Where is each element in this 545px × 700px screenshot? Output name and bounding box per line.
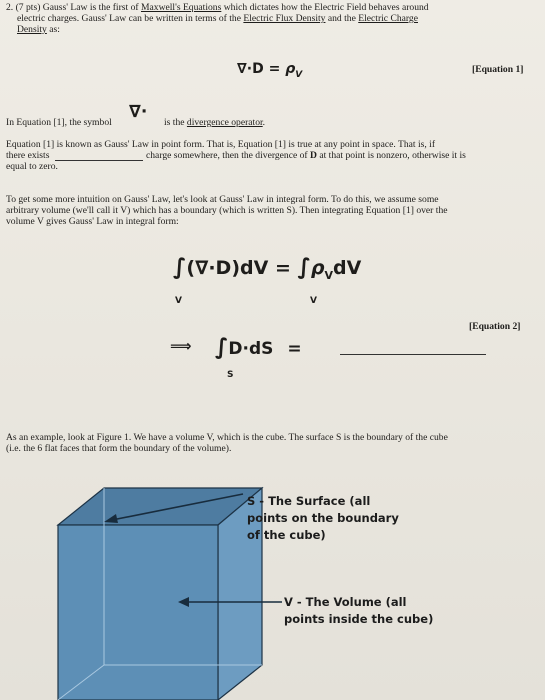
integral-intro-line2: arbitrary volume (we'll call it V) which has a boundary (which is written S). Then integrating Equation [1] over the [6,205,448,216]
equation-2-tag: [Equation 2] [469,321,521,332]
eq2-integral-right: ∫ [297,255,311,280]
point-form-text: at that point is nonzero, otherwise it is [316,150,466,161]
eq1-lhs: ∇·D [237,61,264,77]
equation-2 [173,255,361,282]
point-form-line2 [146,150,541,161]
example-line2: (i.e. the 6 flat faces that form the boundary of the volume). [6,443,232,454]
example-line1: As an example, look at Figure 1. We have a volume V, which is the cube. The surface S is the boundary of the cube [6,432,448,443]
integral-intro-line3: volume V gives Gauss' Law in integral form: [6,216,179,227]
surface-label-line2: points on the boundary [247,511,399,525]
eq2-rhs-sub: V [310,296,317,306]
flux-density-link[interactable]: Electric Flux Density [243,13,326,24]
symbol-line-mid: is the [164,117,187,128]
symbol-line-end: . [262,117,266,128]
volume-label-line2: points inside the cube) [284,612,434,626]
symbol-line-text: In Equation [1], the symbol [6,117,112,128]
divergence-operator-link[interactable]: divergence operator [186,117,263,128]
problem-intro [6,2,536,13]
maxwell-link[interactable]: Maxwell's Equations [140,2,222,13]
point-form-line1: Equation [1] is known as Gauss' Law in point form. That is, Equation [1] is true at any point in space. That is, if [6,139,436,150]
intro-text: electric charges. Gauss' Law can be written in terms of the [17,13,244,24]
intro-text: as: [46,24,60,35]
problem-points: (7 pts) [15,2,41,13]
bold-d: D [310,150,317,161]
surface-label-line3: of the cube) [247,528,326,542]
problem-number: 2. [6,2,14,13]
eq2-dv: dV [333,257,362,279]
point-form-line3: equal to zero. [6,161,58,172]
eq2-rho-sub: V [324,268,334,282]
eq3-equals: = [287,339,302,359]
nabla-dot-symbol: ∇· [129,102,148,122]
eq1-rhs-sub: V [295,69,303,80]
implies-arrow: ⟹ [170,337,192,355]
symbol-line-rest [164,117,265,128]
point-form-line2-pre: there exists [6,150,50,161]
eq2-integral-left: ∫ [173,255,187,280]
eq1-rhs: ρ [285,61,296,77]
integral-intro-line1: To get some more intuition on Gauss' Law, let's look at Gauss' Law in integral form. To do this, we assume some [6,194,439,205]
eq2-rho: ρ [310,257,325,279]
blank-answer-line-1[interactable] [55,160,143,161]
intro-text: which dictates how the Electric Field behaves around [221,2,429,13]
eq2-lhs: (∇·D)dV [186,257,269,279]
intro-text: and the [325,13,359,24]
eq2-lhs-sub: V [175,296,182,306]
problem-intro-line3 [17,24,60,35]
problem-intro-line2 [17,13,537,24]
intro-text: Gauss' Law is the first of [42,2,141,13]
cube-front-face [58,525,218,700]
charge-density-link[interactable]: Electric Charge [358,13,418,24]
surface-label-line1: S - The Surface (all [247,494,371,508]
equation-3 [215,335,302,360]
eq1-equals: = [268,61,281,77]
equation-1-tag: [Equation 1] [472,64,524,75]
eq3-integral: ∫ [215,335,229,360]
point-form-text: charge somewhere, then the divergence of [146,150,311,161]
charge-density-link-cont[interactable]: Density [17,24,47,35]
volume-label [284,594,433,628]
eq3-sub: S [227,370,234,380]
eq2-equals: = [274,257,291,279]
surface-label [247,493,399,544]
blank-answer-line-2[interactable] [340,354,486,355]
equation-1 [237,61,302,80]
volume-label-line1: V - The Volume (all [284,595,407,609]
eq3-body: D·dS [228,339,274,359]
